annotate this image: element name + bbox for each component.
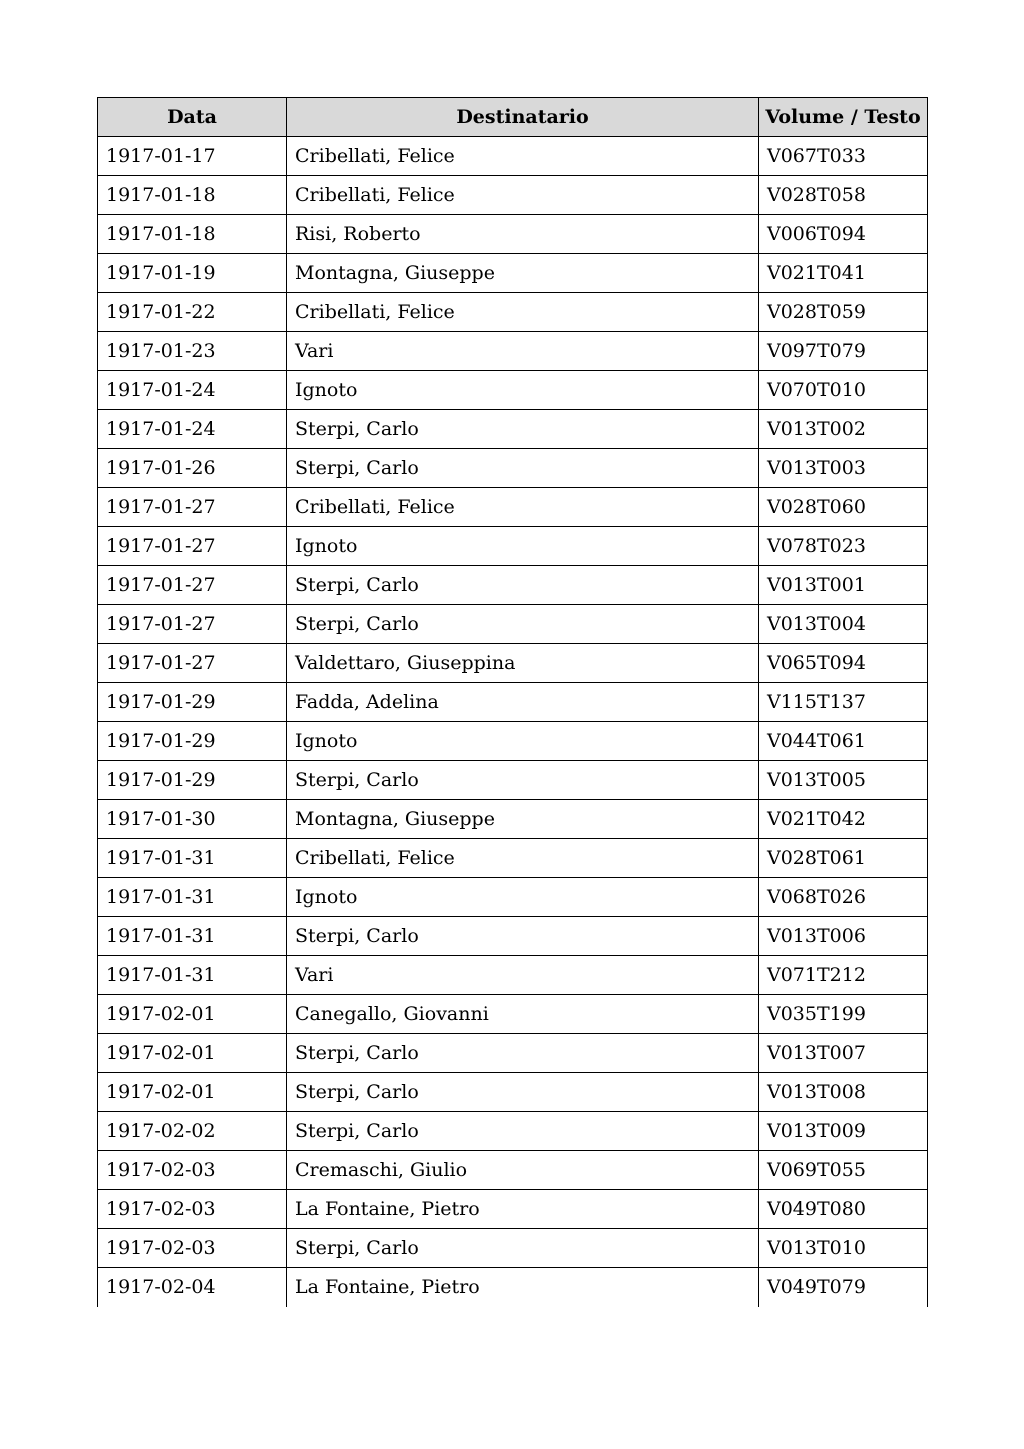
table-row (98, 332, 928, 371)
cell-date: 1917-01-26 (98, 449, 287, 488)
cell-volume-text: V035T199 (759, 995, 928, 1034)
cell-recipient: Cribellati, Felice (287, 137, 759, 176)
cell-volume-text: V013T001 (759, 566, 928, 605)
cell-recipient: Ignoto (287, 371, 759, 410)
cell-volume-text: V021T041 (759, 254, 928, 293)
cell-volume-text: V013T008 (759, 1073, 928, 1112)
table-row (98, 722, 928, 761)
cell-volume-text: V028T060 (759, 488, 928, 527)
cell-volume-text: V013T005 (759, 761, 928, 800)
cell-date: 1917-01-22 (98, 293, 287, 332)
cell-date: 1917-01-19 (98, 254, 287, 293)
cell-volume-text: V049T080 (759, 1190, 928, 1229)
table-row (98, 488, 928, 527)
cell-recipient: Cribellati, Felice (287, 176, 759, 215)
cell-volume-text: V021T042 (759, 800, 928, 839)
table-row (98, 1151, 928, 1190)
cell-recipient: Sterpi, Carlo (287, 1073, 759, 1112)
cell-date: 1917-01-29 (98, 761, 287, 800)
cell-date: 1917-01-24 (98, 410, 287, 449)
cell-recipient: Sterpi, Carlo (287, 761, 759, 800)
cell-recipient: Risi, Roberto (287, 215, 759, 254)
table-row (98, 1034, 928, 1073)
table-row (98, 371, 928, 410)
table-row (98, 761, 928, 800)
cell-recipient: Sterpi, Carlo (287, 605, 759, 644)
cell-recipient: Cribellati, Felice (287, 293, 759, 332)
table-row (98, 176, 928, 215)
cell-volume-text: V028T059 (759, 293, 928, 332)
cell-date: 1917-01-31 (98, 878, 287, 917)
cell-volume-text: V049T079 (759, 1268, 928, 1307)
table-row (98, 1190, 928, 1229)
table-row (98, 839, 928, 878)
cell-date: 1917-01-31 (98, 956, 287, 995)
cell-date: 1917-02-01 (98, 995, 287, 1034)
cell-date: 1917-01-27 (98, 527, 287, 566)
table-row (98, 683, 928, 722)
cell-date: 1917-01-27 (98, 488, 287, 527)
cell-recipient: Sterpi, Carlo (287, 1034, 759, 1073)
table-body (98, 137, 928, 1307)
table-row (98, 878, 928, 917)
cell-recipient: La Fontaine, Pietro (287, 1268, 759, 1307)
cell-recipient: Montagna, Giuseppe (287, 254, 759, 293)
cell-recipient: Ignoto (287, 527, 759, 566)
cell-date: 1917-02-03 (98, 1190, 287, 1229)
cell-date: 1917-01-31 (98, 917, 287, 956)
cell-date: 1917-02-03 (98, 1229, 287, 1268)
cell-recipient: Cribellati, Felice (287, 488, 759, 527)
table-row (98, 566, 928, 605)
cell-volume-text: V013T009 (759, 1112, 928, 1151)
cell-recipient: Canegallo, Giovanni (287, 995, 759, 1034)
cell-recipient: Montagna, Giuseppe (287, 800, 759, 839)
table-row (98, 254, 928, 293)
cell-recipient: Fadda, Adelina (287, 683, 759, 722)
table-row (98, 137, 928, 176)
table-row (98, 644, 928, 683)
cell-date: 1917-01-24 (98, 371, 287, 410)
cell-recipient: Sterpi, Carlo (287, 410, 759, 449)
cell-volume-text: V067T033 (759, 137, 928, 176)
cell-date: 1917-01-27 (98, 566, 287, 605)
cell-volume-text: V013T004 (759, 605, 928, 644)
table-row (98, 527, 928, 566)
cell-volume-text: V028T061 (759, 839, 928, 878)
cell-date: 1917-01-29 (98, 683, 287, 722)
cell-volume-text: V028T058 (759, 176, 928, 215)
cell-recipient: Sterpi, Carlo (287, 1229, 759, 1268)
cell-recipient: Sterpi, Carlo (287, 566, 759, 605)
cell-volume-text: V013T006 (759, 917, 928, 956)
cell-volume-text: V065T094 (759, 644, 928, 683)
table-row (98, 215, 928, 254)
cell-date: 1917-01-27 (98, 644, 287, 683)
cell-date: 1917-01-18 (98, 176, 287, 215)
table-header (98, 98, 928, 137)
table-row (98, 449, 928, 488)
cell-volume-text: V069T055 (759, 1151, 928, 1190)
cell-recipient: Cribellati, Felice (287, 839, 759, 878)
header-date: Data (98, 98, 287, 137)
cell-date: 1917-01-29 (98, 722, 287, 761)
cell-volume-text: V006T094 (759, 215, 928, 254)
cell-recipient: Vari (287, 956, 759, 995)
cell-volume-text: V078T023 (759, 527, 928, 566)
cell-volume-text: V070T010 (759, 371, 928, 410)
cell-recipient: Sterpi, Carlo (287, 917, 759, 956)
cell-date: 1917-01-23 (98, 332, 287, 371)
cell-volume-text: V115T137 (759, 683, 928, 722)
table-row (98, 410, 928, 449)
cell-volume-text: V071T212 (759, 956, 928, 995)
cell-volume-text: V097T079 (759, 332, 928, 371)
cell-date: 1917-02-04 (98, 1268, 287, 1307)
table-row (98, 800, 928, 839)
cell-date: 1917-02-02 (98, 1112, 287, 1151)
cell-date: 1917-01-18 (98, 215, 287, 254)
cell-date: 1917-02-03 (98, 1151, 287, 1190)
table-row (98, 995, 928, 1034)
table-row (98, 605, 928, 644)
cell-recipient: Sterpi, Carlo (287, 449, 759, 488)
cell-recipient: Vari (287, 332, 759, 371)
cell-volume-text: V013T007 (759, 1034, 928, 1073)
letters-table (97, 97, 928, 1307)
table-row (98, 956, 928, 995)
table-row (98, 1268, 928, 1307)
cell-date: 1917-02-01 (98, 1034, 287, 1073)
cell-volume-text: V068T026 (759, 878, 928, 917)
cell-date: 1917-01-27 (98, 605, 287, 644)
cell-date: 1917-01-30 (98, 800, 287, 839)
table-row (98, 1073, 928, 1112)
cell-recipient: Ignoto (287, 722, 759, 761)
cell-recipient: Cremaschi, Giulio (287, 1151, 759, 1190)
cell-recipient: Valdettaro, Giuseppina (287, 644, 759, 683)
cell-date: 1917-01-31 (98, 839, 287, 878)
cell-volume-text: V044T061 (759, 722, 928, 761)
cell-volume-text: V013T010 (759, 1229, 928, 1268)
cell-volume-text: V013T003 (759, 449, 928, 488)
header-row (98, 98, 928, 137)
cell-recipient: Sterpi, Carlo (287, 1112, 759, 1151)
cell-recipient: La Fontaine, Pietro (287, 1190, 759, 1229)
cell-recipient: Ignoto (287, 878, 759, 917)
cell-volume-text: V013T002 (759, 410, 928, 449)
table-row (98, 293, 928, 332)
header-volume-text: Volume / Testo (759, 98, 928, 137)
table-row (98, 917, 928, 956)
header-recipient: Destinatario (287, 98, 759, 137)
cell-date: 1917-01-17 (98, 137, 287, 176)
cell-date: 1917-02-01 (98, 1073, 287, 1112)
table-row (98, 1112, 928, 1151)
table-row (98, 1229, 928, 1268)
